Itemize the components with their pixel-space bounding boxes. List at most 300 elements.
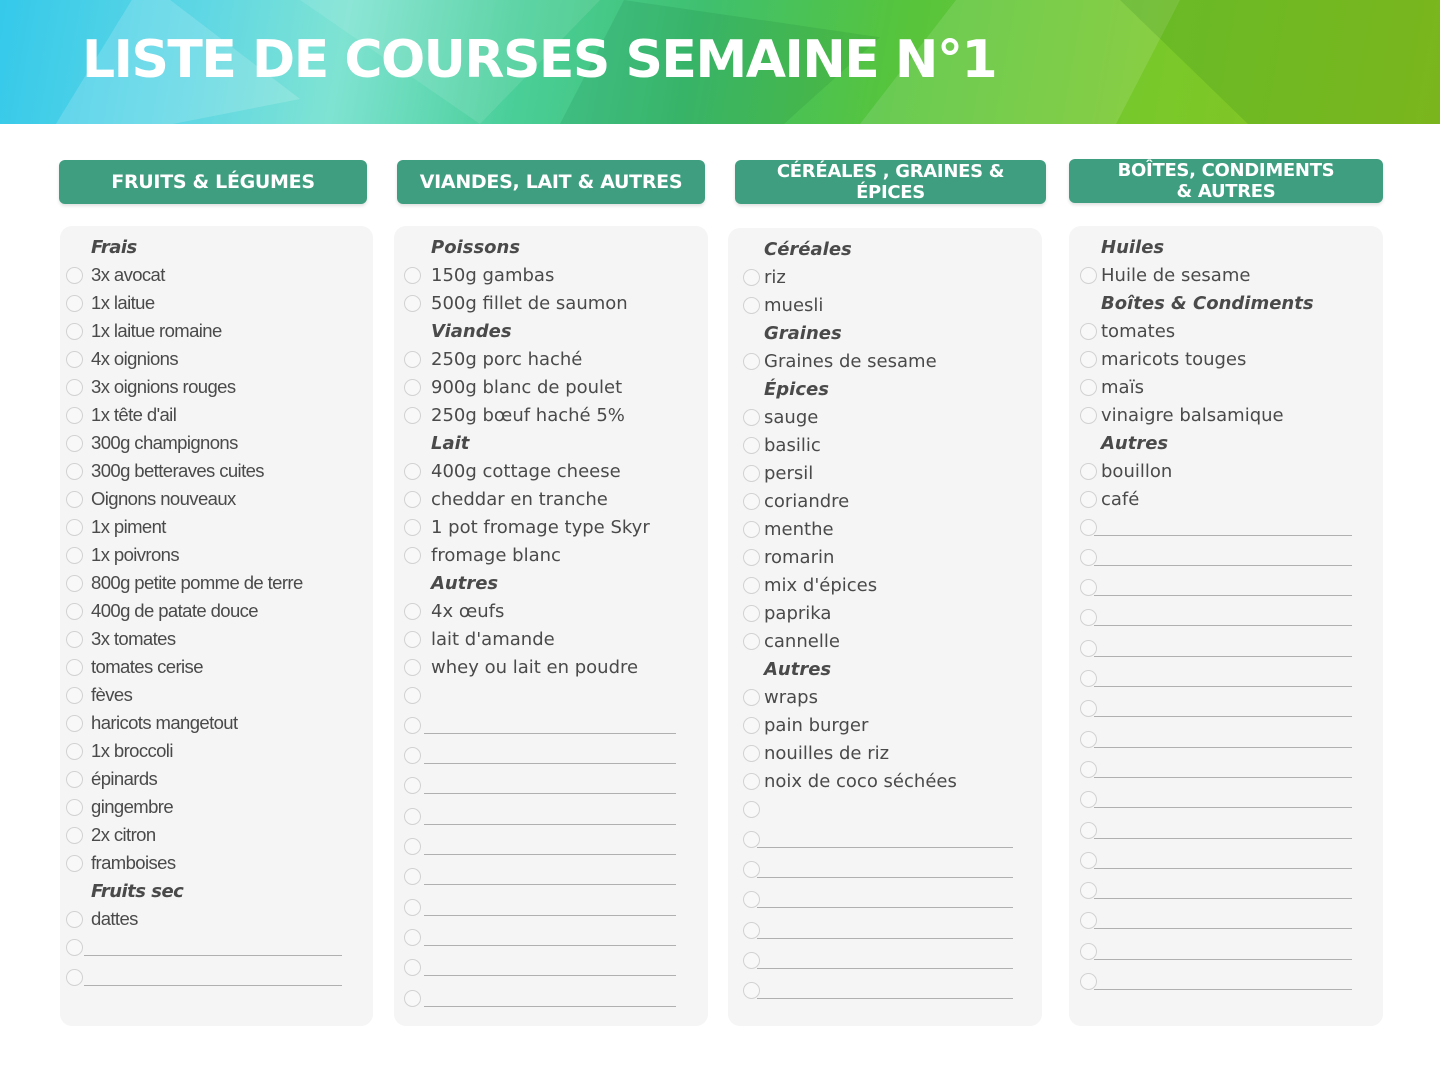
page-title: LISTE DE COURSES SEMAINE N°1 (82, 30, 997, 90)
item-checkbox[interactable] (1080, 943, 1097, 960)
item-checkbox[interactable] (1080, 912, 1097, 929)
write-in-line[interactable] (757, 968, 1013, 969)
list-item[interactable] (404, 625, 676, 653)
item-checkbox[interactable] (743, 633, 760, 650)
blank-entry[interactable] (1080, 634, 1352, 662)
write-in-line[interactable] (1094, 535, 1352, 536)
list-item[interactable] (743, 515, 1013, 543)
list-item[interactable] (66, 541, 342, 569)
item-label: sauge (764, 406, 819, 428)
item-checkbox[interactable] (743, 297, 760, 314)
category-heading (431, 317, 512, 345)
item-checkbox[interactable] (66, 911, 83, 928)
item-label: 1x broccoli (91, 740, 173, 761)
blank-entry[interactable] (404, 954, 676, 982)
item-label: romarin (764, 546, 835, 568)
list-item[interactable] (66, 457, 342, 485)
category-label: Boîtes & Condiments (1101, 292, 1314, 314)
list-item[interactable] (743, 543, 1013, 571)
item-checkbox[interactable] (743, 353, 760, 370)
category-heading (764, 655, 831, 683)
list-item[interactable] (66, 429, 342, 457)
category-heading (1101, 289, 1314, 317)
list-item[interactable] (743, 291, 1013, 319)
item-checkbox[interactable] (404, 407, 421, 424)
list-item[interactable] (66, 513, 342, 541)
item-label: Oignons nouveaux (91, 488, 236, 509)
item-label: menthe (764, 518, 834, 540)
list-item[interactable] (66, 597, 342, 625)
item-checkbox[interactable] (1080, 973, 1097, 990)
list-item[interactable] (1080, 317, 1352, 345)
column-header-cereales-graines-epices: CÉRÉALES , GRAINES & ÉPICES (735, 160, 1046, 204)
item-checkbox[interactable] (66, 799, 83, 816)
item-checkbox[interactable] (743, 982, 760, 999)
list-item[interactable] (743, 431, 1013, 459)
category-label: Poissons (431, 236, 521, 258)
item-checkbox[interactable] (743, 891, 760, 908)
category-heading (1101, 233, 1164, 261)
item-checkbox[interactable] (66, 631, 83, 648)
write-in-line[interactable] (424, 854, 676, 855)
item-label: framboises (91, 852, 176, 873)
list-item[interactable] (404, 513, 676, 541)
item-label: Huile de sesame (1101, 264, 1251, 286)
item-checkbox[interactable] (66, 715, 83, 732)
item-checkbox[interactable] (1080, 822, 1097, 839)
category-label: Autres (431, 572, 499, 594)
blank-entry[interactable] (404, 893, 676, 921)
blank-entry[interactable] (1080, 877, 1352, 905)
list-item[interactable] (743, 571, 1013, 599)
item-checkbox[interactable] (743, 521, 760, 538)
item-checkbox[interactable] (743, 831, 760, 848)
write-in-line[interactable] (424, 945, 676, 946)
item-checkbox[interactable] (1080, 351, 1097, 368)
blank-entry[interactable] (1080, 513, 1352, 541)
item-label: 300g champignons (91, 432, 238, 453)
item-checkbox[interactable] (1080, 379, 1097, 396)
item-label: gingembre (91, 796, 174, 817)
item-checkbox[interactable] (66, 379, 83, 396)
item-label: nouilles de riz (764, 742, 890, 764)
item-checkbox[interactable] (66, 827, 83, 844)
item-checkbox[interactable] (404, 491, 421, 508)
blank-entry[interactable] (1080, 755, 1352, 783)
item-checkbox[interactable] (404, 295, 421, 312)
blank-entry[interactable] (743, 947, 1013, 975)
item-label: 1x tête d'ail (91, 404, 177, 425)
item-label: fèves (91, 684, 133, 705)
item-label: 250g bœuf haché 5% (431, 404, 625, 426)
category-heading (764, 375, 829, 403)
list-item[interactable] (743, 459, 1013, 487)
item-checkbox[interactable] (1080, 670, 1097, 687)
blank-entry[interactable] (743, 886, 1013, 914)
list-item[interactable] (66, 653, 342, 681)
blank-entry[interactable] (1080, 786, 1352, 814)
item-checkbox[interactable] (743, 801, 760, 818)
list-item[interactable] (404, 289, 676, 317)
list-item[interactable] (66, 625, 342, 653)
write-in-line[interactable] (1094, 716, 1352, 717)
item-label: wraps (764, 686, 818, 708)
category-label: Épices (764, 378, 829, 400)
item-checkbox[interactable] (404, 687, 421, 704)
list-item[interactable] (66, 345, 342, 373)
list-item[interactable] (404, 485, 676, 513)
blank-entry[interactable] (66, 933, 342, 961)
category-label: Autres (764, 658, 832, 680)
item-checkbox[interactable] (404, 838, 421, 855)
item-checkbox[interactable] (404, 747, 421, 764)
item-checkbox[interactable] (743, 437, 760, 454)
item-checkbox[interactable] (404, 868, 421, 885)
item-checkbox[interactable] (1080, 791, 1097, 808)
blank-entry[interactable] (404, 984, 676, 1012)
list-item[interactable] (66, 765, 342, 793)
item-checkbox[interactable] (404, 463, 421, 480)
item-label: 1x piment (91, 516, 166, 537)
blank-entry[interactable] (404, 863, 676, 891)
write-in-line[interactable] (1094, 656, 1352, 657)
blank-entry[interactable] (1080, 846, 1352, 874)
blank-entry[interactable] (1080, 543, 1352, 571)
category-label: Huiles (1101, 236, 1165, 258)
blank-entry[interactable] (743, 825, 1013, 853)
list-item[interactable] (404, 541, 676, 569)
write-in-line[interactable] (757, 938, 1013, 939)
blank-entry[interactable] (1080, 968, 1352, 996)
item-label: 1 pot fromage type Skyr (431, 516, 650, 538)
blank-entry[interactable] (743, 977, 1013, 1005)
item-checkbox[interactable] (1080, 731, 1097, 748)
item-checkbox[interactable] (66, 519, 83, 536)
item-label: 3x tomates (91, 628, 176, 649)
item-checkbox[interactable] (404, 603, 421, 620)
write-in-line[interactable] (84, 955, 342, 956)
list-item[interactable] (66, 737, 342, 765)
item-label: tomates cerise (91, 656, 203, 677)
item-label: 900g blanc de poulet (431, 376, 623, 398)
category-label: Graines (764, 322, 842, 344)
list-item[interactable] (404, 653, 676, 681)
empty-entry[interactable] (743, 795, 1013, 823)
blank-entry[interactable] (1080, 725, 1352, 753)
item-checkbox[interactable] (743, 689, 760, 706)
item-label: cannelle (764, 630, 840, 652)
item-label: bouillon (1101, 460, 1173, 482)
blank-entry[interactable] (404, 833, 676, 861)
item-label: cheddar en tranche (431, 488, 608, 510)
item-checkbox[interactable] (1080, 609, 1097, 626)
item-checkbox[interactable] (743, 493, 760, 510)
item-label: haricots mangetout (91, 712, 238, 733)
item-label: maïs (1101, 376, 1144, 398)
item-checkbox[interactable] (743, 549, 760, 566)
item-label: 400g de patate douce (91, 600, 258, 621)
blank-entry[interactable] (404, 923, 676, 951)
item-checkbox[interactable] (66, 547, 83, 564)
item-checkbox[interactable] (743, 577, 760, 594)
list-item[interactable] (66, 849, 342, 877)
blank-entry[interactable] (1080, 907, 1352, 935)
list-item[interactable] (743, 627, 1013, 655)
write-in-line[interactable] (1094, 686, 1352, 687)
item-checkbox[interactable] (66, 323, 83, 340)
item-checkbox[interactable] (1080, 407, 1097, 424)
category-label: Viandes (431, 320, 512, 342)
write-in-line[interactable] (757, 847, 1013, 848)
list-item[interactable] (1080, 457, 1352, 485)
item-checkbox[interactable] (404, 351, 421, 368)
item-checkbox[interactable] (404, 929, 421, 946)
item-checkbox[interactable] (743, 409, 760, 426)
item-checkbox[interactable] (66, 855, 83, 872)
item-checkbox[interactable] (404, 631, 421, 648)
list-item[interactable] (66, 821, 342, 849)
item-label: 1x laitue romaine (91, 320, 222, 341)
item-label: 150g gambas (431, 264, 555, 286)
write-in-line[interactable] (1094, 807, 1352, 808)
item-label: 3x oignions rouges (91, 376, 236, 397)
item-checkbox[interactable] (743, 465, 760, 482)
write-in-line[interactable] (1094, 595, 1352, 596)
category-heading (1101, 429, 1168, 457)
item-checkbox[interactable] (66, 743, 83, 760)
item-checkbox[interactable] (66, 603, 83, 620)
item-label: 250g porc haché (431, 348, 583, 370)
write-in-line[interactable] (84, 985, 342, 986)
title-banner (0, 0, 1440, 124)
item-checkbox[interactable] (66, 687, 83, 704)
write-in-line[interactable] (424, 1006, 676, 1007)
item-checkbox[interactable] (404, 899, 421, 916)
list-item[interactable] (66, 401, 342, 429)
item-checkbox[interactable] (66, 939, 83, 956)
write-in-line[interactable] (1094, 838, 1352, 839)
item-checkbox[interactable] (66, 435, 83, 452)
item-label: café (1101, 488, 1140, 510)
category-label: Frais (91, 236, 137, 258)
category-heading (431, 233, 520, 261)
item-label: coriandre (764, 490, 850, 512)
item-checkbox[interactable] (1080, 491, 1097, 508)
list-item[interactable] (404, 457, 676, 485)
list-item[interactable] (404, 373, 676, 401)
write-in-line[interactable] (424, 733, 676, 734)
write-in-line[interactable] (757, 998, 1013, 999)
item-checkbox[interactable] (66, 491, 83, 508)
write-in-line[interactable] (1094, 868, 1352, 869)
list-item[interactable] (1080, 401, 1352, 429)
blank-entry[interactable] (404, 711, 676, 739)
list-item[interactable] (1080, 261, 1352, 289)
item-checkbox[interactable] (743, 269, 760, 286)
item-label: basilic (764, 434, 821, 456)
category-heading (91, 233, 137, 261)
item-checkbox[interactable] (404, 267, 421, 284)
item-checkbox[interactable] (404, 959, 421, 976)
item-checkbox[interactable] (66, 351, 83, 368)
item-checkbox[interactable] (404, 519, 421, 536)
item-checkbox[interactable] (66, 969, 83, 986)
blank-entry[interactable] (404, 802, 676, 830)
item-label: 300g betteraves cuites (91, 460, 264, 481)
list-item[interactable] (743, 263, 1013, 291)
write-in-line[interactable] (424, 763, 676, 764)
write-in-line[interactable] (1094, 565, 1352, 566)
item-checkbox[interactable] (404, 379, 421, 396)
write-in-line[interactable] (757, 877, 1013, 878)
list-item[interactable] (66, 261, 342, 289)
item-checkbox[interactable] (404, 777, 421, 794)
item-checkbox[interactable] (404, 659, 421, 676)
list-item[interactable] (743, 739, 1013, 767)
item-checkbox[interactable] (743, 745, 760, 762)
write-in-line[interactable] (757, 907, 1013, 908)
item-label: 400g cottage cheese (431, 460, 621, 482)
item-label: fromage blanc (431, 544, 561, 566)
blank-entry[interactable] (1080, 665, 1352, 693)
item-label: tomates (1101, 320, 1176, 342)
item-checkbox[interactable] (1080, 579, 1097, 596)
item-label: vinaigre balsamique (1101, 404, 1284, 426)
list-item[interactable] (743, 683, 1013, 711)
list-item[interactable] (1080, 485, 1352, 513)
list-item[interactable] (743, 347, 1013, 375)
item-checkbox[interactable] (66, 575, 83, 592)
write-in-line[interactable] (1094, 928, 1352, 929)
write-in-line[interactable] (424, 975, 676, 976)
write-in-line[interactable] (1094, 625, 1352, 626)
item-checkbox[interactable] (66, 463, 83, 480)
item-label: dattes (91, 908, 138, 929)
item-checkbox[interactable] (66, 407, 83, 424)
item-label: 4x œufs (431, 600, 505, 622)
blank-entry[interactable] (1080, 695, 1352, 723)
item-checkbox[interactable] (1080, 323, 1097, 340)
item-checkbox[interactable] (1080, 549, 1097, 566)
item-checkbox[interactable] (1080, 519, 1097, 536)
write-in-line[interactable] (1094, 959, 1352, 960)
write-in-line[interactable] (1094, 777, 1352, 778)
write-in-line[interactable] (1094, 898, 1352, 899)
list-item[interactable] (743, 767, 1013, 795)
item-checkbox[interactable] (404, 808, 421, 825)
item-checkbox[interactable] (1080, 852, 1097, 869)
list-item[interactable] (66, 373, 342, 401)
item-checkbox[interactable] (743, 717, 760, 734)
item-label: pain burger (764, 714, 869, 736)
item-checkbox[interactable] (404, 547, 421, 564)
list-item[interactable] (66, 793, 342, 821)
list-item[interactable] (1080, 345, 1352, 373)
write-in-line[interactable] (1094, 747, 1352, 748)
blank-entry[interactable] (1080, 574, 1352, 602)
blank-entry[interactable] (404, 772, 676, 800)
list-item[interactable] (743, 487, 1013, 515)
list-item[interactable] (404, 401, 676, 429)
item-label: 1x laitue (91, 292, 155, 313)
write-in-line[interactable] (1094, 989, 1352, 990)
list-item[interactable] (1080, 373, 1352, 401)
blank-entry[interactable] (404, 742, 676, 770)
list-item[interactable] (404, 345, 676, 373)
item-checkbox[interactable] (66, 295, 83, 312)
item-label: muesli (764, 294, 824, 316)
item-checkbox[interactable] (66, 771, 83, 788)
item-checkbox[interactable] (743, 861, 760, 878)
item-label: Graines de sesame (764, 350, 937, 372)
category-label: Fruits sec (91, 880, 184, 902)
blank-entry[interactable] (1080, 937, 1352, 965)
item-checkbox[interactable] (66, 267, 83, 284)
list-item[interactable] (66, 317, 342, 345)
item-checkbox[interactable] (743, 605, 760, 622)
list-item[interactable] (66, 289, 342, 317)
item-label: whey ou lait en poudre (431, 656, 639, 678)
list-item[interactable] (743, 403, 1013, 431)
item-label: 4x oignions (91, 348, 178, 369)
item-checkbox[interactable] (743, 922, 760, 939)
category-heading (431, 569, 498, 597)
item-checkbox[interactable] (1080, 882, 1097, 899)
blank-entry[interactable] (66, 963, 342, 991)
item-label: 800g petite pomme de terre (91, 572, 303, 593)
item-checkbox[interactable] (743, 952, 760, 969)
list-item[interactable] (66, 681, 342, 709)
item-label: épinards (91, 768, 158, 789)
list-item[interactable] (743, 599, 1013, 627)
item-checkbox[interactable] (1080, 700, 1097, 717)
item-label: mix d'épices (764, 574, 878, 596)
item-checkbox[interactable] (404, 990, 421, 1007)
write-in-line[interactable] (424, 915, 676, 916)
write-in-line[interactable] (424, 793, 676, 794)
category-label: Céréales (764, 238, 852, 260)
list-item[interactable] (66, 485, 342, 513)
column-header-viandes-lait-autres: VIANDES, LAIT & AUTRES (397, 160, 705, 204)
item-checkbox[interactable] (1080, 267, 1097, 284)
blank-entry[interactable] (743, 916, 1013, 944)
item-label: riz (764, 266, 786, 288)
blank-entry[interactable] (1080, 604, 1352, 632)
list-item[interactable] (404, 261, 676, 289)
write-in-line[interactable] (424, 884, 676, 885)
category-heading (431, 429, 469, 457)
item-checkbox[interactable] (1080, 761, 1097, 778)
list-item[interactable] (66, 709, 342, 737)
category-heading (764, 235, 852, 263)
write-in-line[interactable] (424, 824, 676, 825)
item-checkbox[interactable] (743, 773, 760, 790)
blank-entry[interactable] (1080, 816, 1352, 844)
category-heading (91, 877, 183, 905)
empty-entry[interactable] (404, 681, 676, 709)
list-item[interactable] (743, 711, 1013, 739)
item-checkbox[interactable] (404, 717, 421, 734)
list-item[interactable] (66, 905, 342, 933)
item-label: 3x avocat (91, 264, 165, 285)
item-checkbox[interactable] (1080, 640, 1097, 657)
item-checkbox[interactable] (1080, 463, 1097, 480)
list-item[interactable] (404, 597, 676, 625)
item-label: noix de coco séchées (764, 770, 957, 792)
list-item[interactable] (66, 569, 342, 597)
blank-entry[interactable] (743, 856, 1013, 884)
item-checkbox[interactable] (66, 659, 83, 676)
